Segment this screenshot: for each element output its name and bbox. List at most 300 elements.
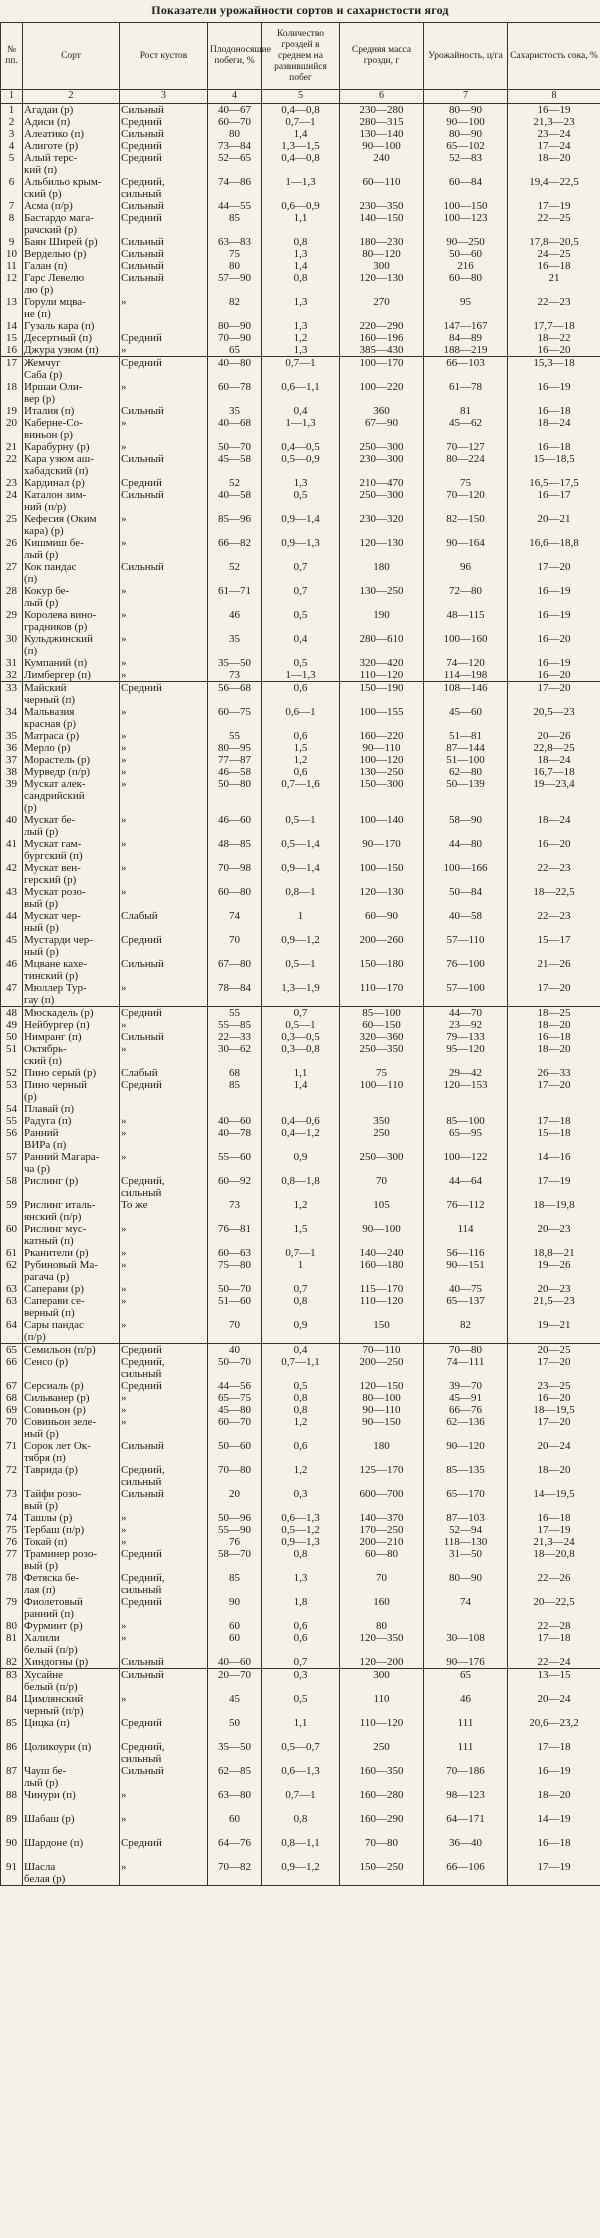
row-number: 24	[1, 489, 23, 513]
cluster-mass: 170—250	[340, 1524, 424, 1536]
sugar-content: 22—26	[508, 1572, 600, 1596]
fruiting-shoots: 80	[208, 128, 262, 140]
fruiting-shoots: 60—75	[208, 706, 262, 730]
clusters-per-shoot: 0,5	[262, 609, 340, 633]
cluster-mass: 150—190	[340, 682, 424, 707]
table-row	[1, 513, 600, 537]
variety-name: Совиньон (р)	[23, 1404, 120, 1416]
table-row	[1, 537, 600, 561]
sugar-content: 17—18	[508, 1741, 600, 1765]
fruiting-shoots: 75	[208, 248, 262, 260]
growth-vigor: »	[120, 1319, 208, 1344]
cluster-mass: 75	[340, 1067, 424, 1079]
clusters-per-shoot: 0,8	[262, 1404, 340, 1416]
growth-vigor: Средний	[120, 1548, 208, 1572]
sugar-content: 15—18	[508, 1127, 600, 1151]
fruiting-shoots: 76—81	[208, 1223, 262, 1247]
fruiting-shoots: 78—84	[208, 982, 262, 1007]
sugar-content: 18—22,5	[508, 886, 600, 910]
row-number: 63	[1, 1295, 23, 1319]
variety-name: Кардинал (р)	[23, 477, 120, 489]
header-cluster-mass: Средняя масса грозди, г	[340, 23, 424, 90]
fruiting-shoots: 73	[208, 669, 262, 682]
row-number: 67	[1, 1380, 23, 1392]
sugar-content: 14—19	[508, 1813, 600, 1837]
variety-name: Кульджинский (п)	[23, 633, 120, 657]
row-number: 75	[1, 1524, 23, 1536]
clusters-per-shoot: 1,1	[262, 1717, 340, 1741]
column-number: 8	[508, 90, 600, 104]
yield: 216	[424, 260, 508, 272]
cluster-mass: 70	[340, 1572, 424, 1596]
table-row	[1, 1259, 600, 1283]
row-number: 91	[1, 1861, 23, 1886]
table-row	[1, 1765, 600, 1789]
clusters-per-shoot: 0,7	[262, 1007, 340, 1020]
fruiting-shoots: 68	[208, 1067, 262, 1079]
cluster-mass: 200—250	[340, 1356, 424, 1380]
growth-vigor: То же	[120, 1199, 208, 1223]
clusters-per-shoot: 0,6	[262, 1620, 340, 1632]
sugar-content: 18—20	[508, 152, 600, 176]
fruiting-shoots: 82	[208, 296, 262, 320]
growth-vigor: Слабый	[120, 1067, 208, 1079]
sugar-content: 22—25	[508, 212, 600, 236]
cluster-mass: 320—420	[340, 657, 424, 669]
cluster-mass: 130—140	[340, 128, 424, 140]
clusters-per-shoot: 0,8	[262, 1392, 340, 1404]
fruiting-shoots: 50—70	[208, 441, 262, 453]
row-number: 45	[1, 934, 23, 958]
variety-name: Джура узюм (п)	[23, 344, 120, 357]
sugar-content: 18—22	[508, 332, 600, 344]
growth-vigor: »	[120, 1127, 208, 1151]
growth-vigor: Сильный	[120, 200, 208, 212]
growth-vigor: »	[120, 381, 208, 405]
growth-vigor: »	[120, 742, 208, 754]
fruiting-shoots: 90	[208, 1596, 262, 1620]
cluster-mass: 130—250	[340, 766, 424, 778]
cluster-mass: 110—120	[340, 669, 424, 682]
cluster-mass: 110—120	[340, 1717, 424, 1741]
sugar-content: 18—20	[508, 1789, 600, 1813]
cluster-mass: 150—250	[340, 1861, 424, 1886]
sugar-content: 20—21	[508, 513, 600, 537]
row-number: 63	[1, 1283, 23, 1295]
clusters-per-shoot: 0,5	[262, 1693, 340, 1717]
growth-vigor: »	[120, 886, 208, 910]
sugar-content: 22—23	[508, 296, 600, 320]
table-row	[1, 754, 600, 766]
cluster-mass: 280—610	[340, 633, 424, 657]
variety-name: Цицка (п)	[23, 1717, 120, 1741]
variety-name: Мюскадель (р)	[23, 1007, 120, 1020]
table-row	[1, 272, 600, 296]
cluster-mass: 180	[340, 561, 424, 585]
fruiting-shoots: 64—76	[208, 1837, 262, 1861]
table-row	[1, 609, 600, 633]
clusters-per-shoot: 0,8	[262, 1295, 340, 1319]
row-number: 2	[1, 116, 23, 128]
clusters-per-shoot: 0,4	[262, 405, 340, 417]
yield: 80—90	[424, 1572, 508, 1596]
growth-vigor: »	[120, 1536, 208, 1548]
variety-name: Мерло (р)	[23, 742, 120, 754]
sugar-content: 16—19	[508, 381, 600, 405]
clusters-per-shoot: 0,7	[262, 561, 340, 585]
clusters-per-shoot: 1,3	[262, 477, 340, 489]
variety-name: Ранний Магара- ча (р)	[23, 1151, 120, 1175]
fruiting-shoots: 76	[208, 1536, 262, 1548]
clusters-per-shoot: 1,3	[262, 344, 340, 357]
variety-name: Кокур бе- лый (р)	[23, 585, 120, 609]
row-number: 38	[1, 766, 23, 778]
sugar-content: 16—19	[508, 1765, 600, 1789]
table-row	[1, 176, 600, 200]
row-number: 6	[1, 176, 23, 200]
clusters-per-shoot: 0,9—1,2	[262, 1861, 340, 1886]
fruiting-shoots: 60—80	[208, 886, 262, 910]
yield: 100—150	[424, 200, 508, 212]
yield: 111	[424, 1717, 508, 1741]
yield: 52—83	[424, 152, 508, 176]
growth-vigor: Сильный	[120, 1669, 208, 1694]
yield: 58—90	[424, 814, 508, 838]
growth-vigor: Средний, сильный	[120, 1464, 208, 1488]
table-row	[1, 1524, 600, 1536]
table-row	[1, 585, 600, 609]
clusters-per-shoot: 0,9	[262, 1319, 340, 1344]
yield: 72—80	[424, 585, 508, 609]
row-number: 60	[1, 1223, 23, 1247]
sugar-content: 17—18	[508, 1115, 600, 1127]
sugar-content: 16—20	[508, 669, 600, 682]
table-row	[1, 1283, 600, 1295]
yield: 56—116	[424, 1247, 508, 1259]
fruiting-shoots: 67—80	[208, 958, 262, 982]
row-number: 78	[1, 1572, 23, 1596]
clusters-per-shoot: 0,6	[262, 730, 340, 742]
growth-vigor: Сильный	[120, 272, 208, 296]
yield: 90—164	[424, 537, 508, 561]
growth-vigor: Средний	[120, 332, 208, 344]
cluster-mass: 67—90	[340, 417, 424, 441]
growth-vigor: »	[120, 730, 208, 742]
row-number: 90	[1, 1837, 23, 1861]
clusters-per-shoot: 1,1	[262, 212, 340, 236]
cluster-mass: 160—180	[340, 1259, 424, 1283]
sugar-content: 26—33	[508, 1067, 600, 1079]
table-row	[1, 1656, 600, 1669]
sugar-content: 16—17	[508, 489, 600, 513]
growth-vigor: Сильный	[120, 405, 208, 417]
variety-name: Мурведр (п/р)	[23, 766, 120, 778]
cluster-mass: 320—360	[340, 1031, 424, 1043]
yield: 80—90	[424, 104, 508, 117]
cluster-mass: 160	[340, 1596, 424, 1620]
row-number: 85	[1, 1717, 23, 1741]
fruiting-shoots: 75—80	[208, 1259, 262, 1283]
fruiting-shoots: 60	[208, 1632, 262, 1656]
row-number: 54	[1, 1103, 23, 1115]
clusters-per-shoot: 1,3—1,5	[262, 140, 340, 152]
growth-vigor: Сильный	[120, 561, 208, 585]
table-row	[1, 1031, 600, 1043]
row-number: 7	[1, 200, 23, 212]
sugar-content: 21	[508, 272, 600, 296]
clusters-per-shoot: 0,6—1,3	[262, 1765, 340, 1789]
cluster-mass: 140—150	[340, 212, 424, 236]
yield: 74—120	[424, 657, 508, 669]
row-number: 25	[1, 513, 23, 537]
fruiting-shoots: 44—55	[208, 200, 262, 212]
table-row	[1, 212, 600, 236]
yield: 108—146	[424, 682, 508, 707]
yield: 39—70	[424, 1380, 508, 1392]
clusters-per-shoot: 0,4	[262, 633, 340, 657]
table-row	[1, 1669, 600, 1694]
table-row	[1, 1837, 600, 1861]
variety-name: Каталон зим- ний (п/р)	[23, 489, 120, 513]
row-number: 22	[1, 453, 23, 477]
row-number: 72	[1, 1464, 23, 1488]
row-number: 23	[1, 477, 23, 489]
cluster-mass: 100—220	[340, 381, 424, 405]
yield: 61—78	[424, 381, 508, 405]
yield: 79—133	[424, 1031, 508, 1043]
variety-name: Мускат чер- ный (р)	[23, 910, 120, 934]
row-number: 13	[1, 296, 23, 320]
fruiting-shoots: 22—33	[208, 1031, 262, 1043]
fruiting-shoots: 40—78	[208, 1127, 262, 1151]
clusters-per-shoot: 0,7—1,1	[262, 1356, 340, 1380]
sugar-content: 17—19	[508, 1524, 600, 1536]
variety-name: Алиготе (р)	[23, 140, 120, 152]
yield: 84—89	[424, 332, 508, 344]
clusters-per-shoot: 0,5—1	[262, 958, 340, 982]
table-row	[1, 561, 600, 585]
sugar-content: 16—19	[508, 609, 600, 633]
variety-name: Майский черный (п)	[23, 682, 120, 707]
sugar-content: 13—15	[508, 1669, 600, 1694]
table-row	[1, 1344, 600, 1357]
yield	[424, 1103, 508, 1115]
cluster-mass: 90—170	[340, 838, 424, 862]
fruiting-shoots: 62—85	[208, 1765, 262, 1789]
row-number: 61	[1, 1247, 23, 1259]
row-number: 1	[1, 104, 23, 117]
row-number: 37	[1, 754, 23, 766]
sugar-content: 18—20	[508, 1043, 600, 1067]
row-number: 4	[1, 140, 23, 152]
growth-vigor: Сильный	[120, 1656, 208, 1669]
fruiting-shoots: 60—70	[208, 1416, 262, 1440]
fruiting-shoots: 44—56	[208, 1380, 262, 1392]
growth-vigor: Средний, сильный	[120, 176, 208, 200]
table-row	[1, 1127, 600, 1151]
fruiting-shoots: 85—96	[208, 513, 262, 537]
yield: 100—160	[424, 633, 508, 657]
growth-vigor: Средний	[120, 1079, 208, 1103]
cluster-mass: 250—300	[340, 489, 424, 513]
clusters-per-shoot: 0,6—1	[262, 706, 340, 730]
clusters-per-shoot: 0,9—1,4	[262, 862, 340, 886]
fruiting-shoots: 70—98	[208, 862, 262, 886]
row-number: 51	[1, 1043, 23, 1067]
row-number: 44	[1, 910, 23, 934]
sugar-content: 18—19,5	[508, 1404, 600, 1416]
growth-vigor: »	[120, 1512, 208, 1524]
yield: 23—92	[424, 1019, 508, 1031]
growth-vigor: Средний	[120, 682, 208, 707]
table-row	[1, 344, 600, 357]
fruiting-shoots: 66—82	[208, 537, 262, 561]
yield: 44—64	[424, 1175, 508, 1199]
variety-name: Хусайне белый (п/р)	[23, 1669, 120, 1694]
cluster-mass: 160—220	[340, 730, 424, 742]
table-row	[1, 1416, 600, 1440]
yield: 70—127	[424, 441, 508, 453]
sugar-content: 20,5—23	[508, 706, 600, 730]
sugar-content: 17—20	[508, 682, 600, 707]
fruiting-shoots: 45—80	[208, 1404, 262, 1416]
growth-vigor: Сильный	[120, 453, 208, 477]
sugar-content: 20—23	[508, 1283, 600, 1295]
cluster-mass: 90—110	[340, 742, 424, 754]
yield: 87—144	[424, 742, 508, 754]
yield: 70—80	[424, 1344, 508, 1357]
cluster-mass: 140—240	[340, 1247, 424, 1259]
row-number: 14	[1, 320, 23, 332]
variety-name: Мцване кахе- тинский (р)	[23, 958, 120, 982]
table-row	[1, 1007, 600, 1020]
row-number: 42	[1, 862, 23, 886]
yield: 50—84	[424, 886, 508, 910]
growth-vigor: Средний, сильный	[120, 1356, 208, 1380]
yield: 75	[424, 477, 508, 489]
clusters-per-shoot: 0,8	[262, 1548, 340, 1572]
yield: 70—120	[424, 489, 508, 513]
cluster-mass: 100—155	[340, 706, 424, 730]
growth-vigor: »	[120, 1693, 208, 1717]
clusters-per-shoot: 1,2	[262, 1416, 340, 1440]
cluster-mass: 120—150	[340, 1380, 424, 1392]
cluster-mass: 85—100	[340, 1007, 424, 1020]
variety-name: Плавай (п)	[23, 1103, 120, 1115]
growth-vigor: Сильный	[120, 260, 208, 272]
table-row	[1, 1693, 600, 1717]
cluster-mass: 140—370	[340, 1512, 424, 1524]
clusters-per-shoot: 1—1,3	[262, 669, 340, 682]
row-number: 62	[1, 1259, 23, 1283]
cluster-mass: 70	[340, 1175, 424, 1199]
sugar-content: 23—25	[508, 1380, 600, 1392]
table-row	[1, 669, 600, 682]
sugar-content: 22—28	[508, 1620, 600, 1632]
table-row	[1, 1392, 600, 1404]
yield: 40—75	[424, 1283, 508, 1295]
cluster-mass: 120—350	[340, 1632, 424, 1656]
table-row	[1, 296, 600, 320]
growth-vigor: »	[120, 1247, 208, 1259]
yield: 31—50	[424, 1548, 508, 1572]
yield: 82—150	[424, 513, 508, 537]
fruiting-shoots: 52	[208, 477, 262, 489]
growth-vigor: »	[120, 1861, 208, 1886]
cluster-mass: 120—200	[340, 1656, 424, 1669]
yield: 64—171	[424, 1813, 508, 1837]
fruiting-shoots: 80—95	[208, 742, 262, 754]
yield: 52—94	[424, 1524, 508, 1536]
table-row	[1, 706, 600, 730]
fruiting-shoots: 20	[208, 1488, 262, 1512]
table-row	[1, 320, 600, 332]
clusters-per-shoot: 1,3	[262, 320, 340, 332]
yield: 57—100	[424, 982, 508, 1007]
cluster-mass: 90—100	[340, 140, 424, 152]
clusters-per-shoot: 0,7—1	[262, 1789, 340, 1813]
sugar-content: 16—18	[508, 1837, 600, 1861]
variety-name: Галан (п)	[23, 260, 120, 272]
yield: 85—135	[424, 1464, 508, 1488]
cluster-mass: 60—150	[340, 1019, 424, 1031]
sugar-content: 18—20	[508, 1019, 600, 1031]
growth-vigor: Сильный	[120, 1488, 208, 1512]
table-row	[1, 1067, 600, 1079]
clusters-per-shoot: 0,6—1,1	[262, 381, 340, 405]
yield: 44—70	[424, 1007, 508, 1020]
table-row	[1, 1861, 600, 1886]
fruiting-shoots: 40—60	[208, 1115, 262, 1127]
variety-name: Рканители (р)	[23, 1247, 120, 1259]
variety-name: Ташлы (р)	[23, 1512, 120, 1524]
variety-name: Нейбургер (п)	[23, 1019, 120, 1031]
sugar-content: 20—24	[508, 1440, 600, 1464]
variety-name: Кефесия (Оким кара) (р)	[23, 513, 120, 537]
fruiting-shoots: 55—85	[208, 1019, 262, 1031]
row-number: 74	[1, 1512, 23, 1524]
table-row	[1, 886, 600, 910]
fruiting-shoots: 52—65	[208, 152, 262, 176]
variety-name: Рислинг италь- янский (п/р)	[23, 1199, 120, 1223]
page-title: Показатели урожайности сортов и сахаристости ягод	[151, 3, 449, 17]
table-row	[1, 332, 600, 344]
cluster-mass: 120—130	[340, 272, 424, 296]
yield: 90—120	[424, 1440, 508, 1464]
row-number: 50	[1, 1031, 23, 1043]
clusters-per-shoot: 0,7	[262, 1656, 340, 1669]
growth-vigor: »	[120, 1151, 208, 1175]
row-number: 33	[1, 682, 23, 707]
clusters-per-shoot: 0,5—1	[262, 1019, 340, 1031]
growth-vigor: »	[120, 609, 208, 633]
growth-vigor: »	[120, 1813, 208, 1837]
cluster-mass: 120—130	[340, 537, 424, 561]
yield: 120—153	[424, 1079, 508, 1103]
cluster-mass	[340, 1103, 424, 1115]
table-row	[1, 1151, 600, 1175]
row-number: 64	[1, 1319, 23, 1344]
table-row	[1, 657, 600, 669]
fruiting-shoots: 70—82	[208, 1861, 262, 1886]
cluster-mass: 230—280	[340, 104, 424, 117]
sugar-content: 20—26	[508, 730, 600, 742]
yield: 60—84	[424, 176, 508, 200]
clusters-per-shoot: 0,7—1,6	[262, 778, 340, 814]
clusters-per-shoot: 0,3	[262, 1669, 340, 1694]
cluster-mass: 150—300	[340, 778, 424, 814]
cluster-mass: 100—110	[340, 1079, 424, 1103]
